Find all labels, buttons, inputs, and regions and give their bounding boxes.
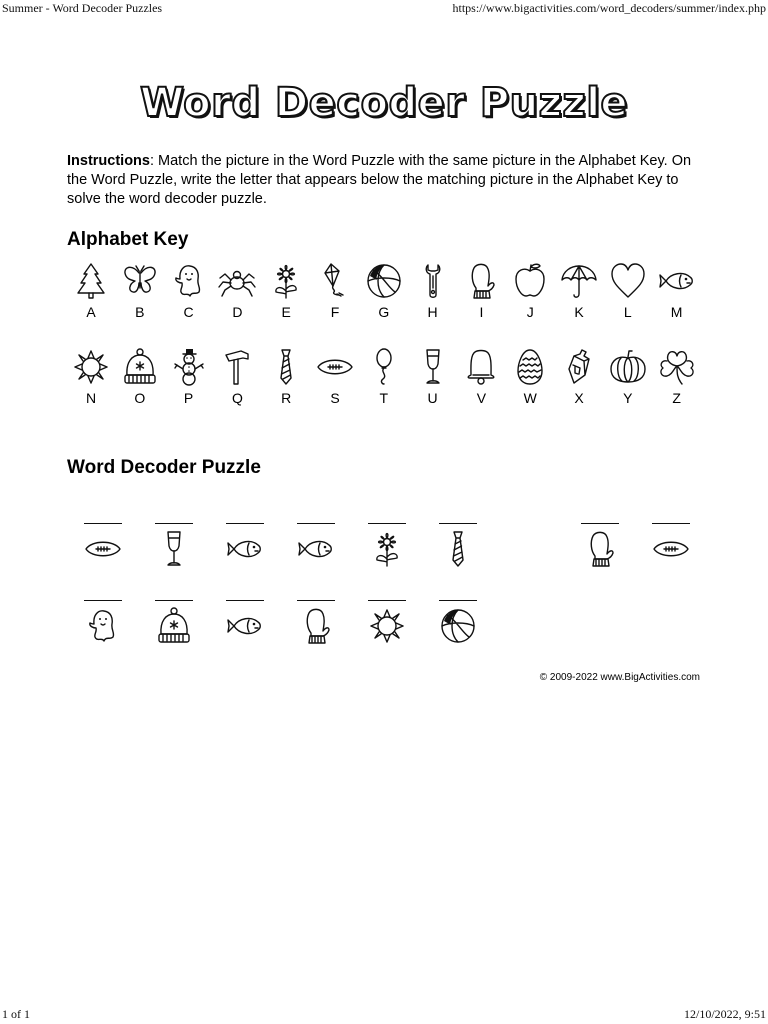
key-entry-t	[360, 346, 408, 406]
ghost-icon	[169, 260, 209, 302]
alphabet-key-row	[67, 260, 707, 340]
instructions-label: Instructions	[67, 153, 150, 169]
puzzle-slot	[221, 523, 269, 570]
dreidel-icon	[559, 346, 599, 388]
football-icon	[315, 346, 355, 388]
alphabet-key-row	[67, 346, 707, 426]
key-letter: L	[623, 304, 632, 320]
mitten-icon	[296, 605, 336, 647]
key-letter: P	[183, 390, 194, 406]
key-letter: E	[281, 304, 291, 320]
puzzle-slot	[576, 523, 624, 570]
puzzle-heading: Word Decoder Puzzle	[67, 457, 261, 478]
key-entry-v	[457, 346, 505, 406]
flower-icon	[367, 528, 407, 570]
key-letter: B	[135, 304, 145, 320]
key-letter: F	[330, 304, 340, 320]
answer-blank	[652, 523, 690, 524]
key-letter: Z	[672, 390, 681, 406]
key-entry-e	[262, 260, 310, 320]
key-entry-y	[604, 346, 652, 406]
beach-ball-icon	[364, 260, 404, 302]
key-entry-p	[165, 346, 213, 406]
puzzle-slot	[363, 600, 411, 647]
answer-blank	[439, 523, 477, 524]
alphabet-key-heading: Alphabet Key	[67, 229, 189, 250]
key-entry-b	[116, 260, 164, 320]
key-letter: G	[378, 304, 390, 320]
answer-blank	[226, 523, 264, 524]
key-entry-m	[653, 260, 701, 320]
key-entry-s	[311, 346, 359, 406]
instructions	[67, 152, 707, 209]
key-entry-k	[555, 260, 603, 320]
key-letter: N	[85, 390, 97, 406]
sun-icon	[71, 346, 111, 388]
key-entry-o	[116, 346, 164, 406]
necktie-icon	[266, 346, 306, 388]
key-letter: M	[670, 304, 683, 320]
puzzle-slot	[292, 523, 340, 570]
key-letter: W	[523, 390, 537, 406]
apple-icon	[510, 260, 550, 302]
key-entry-a	[67, 260, 115, 320]
flower-icon	[266, 260, 306, 302]
answer-blank	[368, 600, 406, 601]
answer-blank	[84, 523, 122, 524]
key-letter: Y	[623, 390, 633, 406]
answer-blank	[297, 600, 335, 601]
key-letter: U	[427, 390, 438, 406]
puzzle-slot	[79, 600, 127, 647]
snowman-icon	[169, 346, 209, 388]
puzzle-slot	[434, 600, 482, 647]
puzzle-slot	[363, 523, 411, 570]
sun-icon	[367, 605, 407, 647]
winter-hat-icon	[154, 605, 194, 647]
answer-blank	[297, 523, 335, 524]
fish-icon	[296, 528, 336, 570]
answer-blank	[439, 600, 477, 601]
answer-blank	[155, 600, 193, 601]
key-entry-j	[506, 260, 554, 320]
key-entry-h	[409, 260, 457, 320]
easter-egg-icon	[510, 346, 550, 388]
key-entry-q	[213, 346, 261, 406]
key-entry-r	[262, 346, 310, 406]
key-letter: O	[134, 390, 146, 406]
key-entry-i	[457, 260, 505, 320]
key-entry-l	[604, 260, 652, 320]
key-entry-u	[409, 346, 457, 406]
mitten-icon	[580, 528, 620, 570]
spider-icon	[217, 260, 257, 302]
football-icon	[83, 528, 123, 570]
kite-icon	[315, 260, 355, 302]
football-icon	[651, 528, 691, 570]
answer-blank	[368, 523, 406, 524]
key-letter: R	[281, 390, 292, 406]
key-letter: X	[574, 390, 584, 406]
beach-ball-icon	[438, 605, 478, 647]
answer-blank	[581, 523, 619, 524]
winter-hat-icon	[120, 346, 160, 388]
key-entry-c	[165, 260, 213, 320]
pumpkin-icon	[608, 346, 648, 388]
key-letter: K	[574, 304, 584, 320]
key-letter: H	[427, 304, 438, 320]
page-url: https://www.bigactivities.com/word_decoders/summer/index.php	[452, 1, 766, 15]
butterfly-icon	[120, 260, 160, 302]
hammer-icon	[217, 346, 257, 388]
puzzle-slot	[150, 600, 198, 647]
fish-icon	[657, 260, 697, 302]
balloon-icon	[364, 346, 404, 388]
page-title: Summer - Word Decoder Puzzles	[2, 1, 163, 15]
worksheet-title: Word Decoder Puzzle	[139, 80, 629, 126]
copyright: © 2009-2022 www.BigActivities.com	[539, 672, 700, 683]
champagne-glass-icon	[413, 346, 453, 388]
key-entry-n	[67, 346, 115, 406]
key-letter: A	[86, 304, 96, 320]
print-datetime: 12/10/2022, 9:51	[683, 1007, 766, 1021]
puzzle-slot	[79, 523, 127, 570]
instructions-text: : Match the picture in the Word Puzzle with the same picture in the Alphabet Key. On the Word Puzzle, write the letter that appears below the matching picture in the Alphabet Key to solve the word decoder puzzle.	[67, 153, 692, 207]
key-entry-w	[506, 346, 554, 406]
key-entry-d	[213, 260, 261, 320]
key-entry-z	[653, 346, 701, 406]
mitten-icon	[461, 260, 501, 302]
puzzle-slot	[150, 523, 198, 570]
key-letter: D	[232, 304, 243, 320]
heart-icon	[608, 260, 648, 302]
fish-icon	[225, 605, 265, 647]
puzzle-slot	[221, 600, 269, 647]
umbrella-icon	[559, 260, 599, 302]
key-letter: T	[379, 390, 389, 406]
puzzle-slot	[647, 523, 695, 570]
print-footer	[0, 1006, 768, 1024]
puzzle-slot	[434, 523, 482, 570]
necktie-icon	[438, 528, 478, 570]
key-entry-f	[311, 260, 359, 320]
answer-blank	[155, 523, 193, 524]
wrench-icon	[413, 260, 453, 302]
answer-blank	[84, 600, 122, 601]
champagne-glass-icon	[154, 528, 194, 570]
answer-blank	[226, 600, 264, 601]
fish-icon	[225, 528, 265, 570]
key-letter: C	[183, 304, 194, 320]
key-letter: S	[330, 390, 340, 406]
tree-icon	[71, 260, 111, 302]
key-letter: Q	[231, 390, 243, 406]
key-entry-g	[360, 260, 408, 320]
key-entry-x	[555, 346, 603, 406]
puzzle-slot	[292, 600, 340, 647]
print-header	[0, 0, 768, 18]
key-letter: V	[476, 390, 487, 406]
bell-icon	[461, 346, 501, 388]
shamrock-icon	[657, 346, 697, 388]
key-letter: I	[479, 304, 484, 320]
page-count: 1 of 1	[2, 1007, 30, 1021]
ghost-icon	[83, 605, 123, 647]
key-letter: J	[526, 304, 534, 320]
